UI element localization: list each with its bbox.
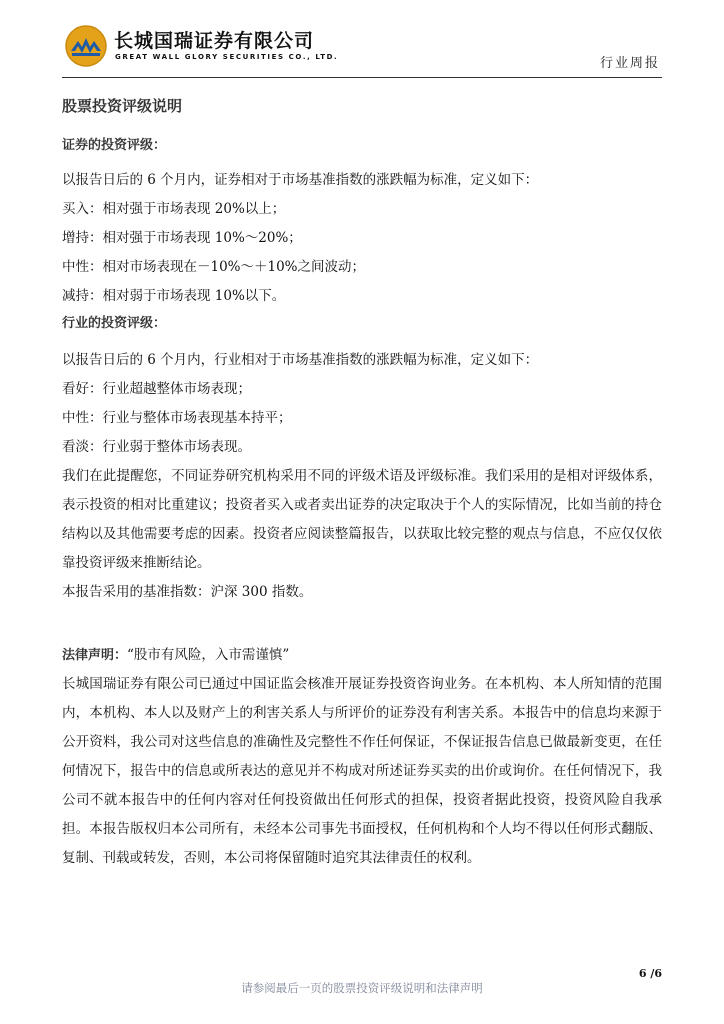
company-name-en: GREAT WALL GLORY SECURITIES CO., LTD.: [115, 53, 339, 61]
legal-body: 长城国瑞证券有限公司已通过中国证监会核准开展证券投资咨询业务。在本机构、本人所知情的范围内，本机构、本人以及财产上的利害关系人与所评价的证券没有利害关系。本报告中的信息均来源于公开资料，我公司对这些信息的准确性及完整性不作任何保证，不保证报告信息已做最新变更，在任何情况下，报告中的信息或所表达的意见并不构成对所述证券买卖的出价或询价。在任何情况下，我公司不就本报告中的任何内容对任何投资做出任何形式的担保，投资者据此投资，投资风险自我承担。本报告版权归本公司所有，未经本公司事先书面授权，任何机构和个人均不得以任何形式翻版、复制、刊载或转发，否则，本公司将保留随时追究其法律责任的权利。: [62, 676, 662, 866]
page-number: 6 /6: [638, 967, 662, 980]
company-name-cn: 长城国瑞证券有限公司: [114, 30, 315, 52]
stock-rating-item: 买入：相对强于市场表现 20%以上；: [62, 201, 286, 217]
industry-rating-intro: 以报告日后的 6 个月内，行业相对于市场基准指数的涨跌幅为标准，定义如下：: [62, 352, 539, 368]
benchmark-index: 本报告采用的基准指数：沪深 300 指数。: [62, 584, 313, 600]
company-logo-icon: [64, 24, 108, 68]
legal-quote: “股市有风险，入市需谨慎”: [127, 647, 290, 663]
legal-heading: 法律声明：: [62, 648, 128, 663]
industry-rating-item: 中性：行业与整体市场表现基本持平；: [62, 410, 292, 426]
page-header: [62, 22, 662, 76]
stock-rating-section: [62, 131, 662, 311]
rating-reminder: 我们在此提醒您，不同证券研究机构采用不同的评级术语及评级标准。我们采用的是相对评级体系，表示投资的相对比重建议；投资者买入或者卖出证券的决定取决于个人的实际情况，比如当前的持仓结构以及其他需要考虑的因素。投资者应阅读整篇报告，以获取比较完整的观点与信息，不应仅仅依靠投资评级来推断结论。: [62, 468, 662, 571]
stock-rating-item: 中性：相对市场表现在－10%～＋10%之间波动；: [62, 259, 366, 275]
page-content: [62, 92, 662, 873]
header-divider: [62, 77, 662, 78]
stock-rating-heading: 证券的投资评级：: [62, 138, 167, 153]
stock-rating-item: 增持：相对强于市场表现 10%～20%；: [62, 230, 302, 246]
report-type: 行业周报: [599, 56, 660, 71]
industry-rating-item: 看好：行业超越整体市场表现；: [62, 381, 251, 397]
footer-note: 请参阅最后一页的股票投资评级说明和法律声明: [241, 981, 483, 995]
industry-rating-item: 看淡：行业弱于整体市场表现。: [62, 439, 251, 455]
legal-section: [62, 641, 662, 873]
stock-rating-item: 减持：相对弱于市场表现 10%以下。: [62, 288, 286, 304]
rating-title: 股票投资评级说明: [62, 97, 183, 115]
industry-rating-heading: 行业的投资评级：: [62, 316, 167, 331]
stock-rating-intro: 以报告日后的 6 个月内，证券相对于市场基准指数的涨跌幅为标准，定义如下：: [62, 172, 539, 188]
industry-rating-section: [62, 311, 662, 462]
